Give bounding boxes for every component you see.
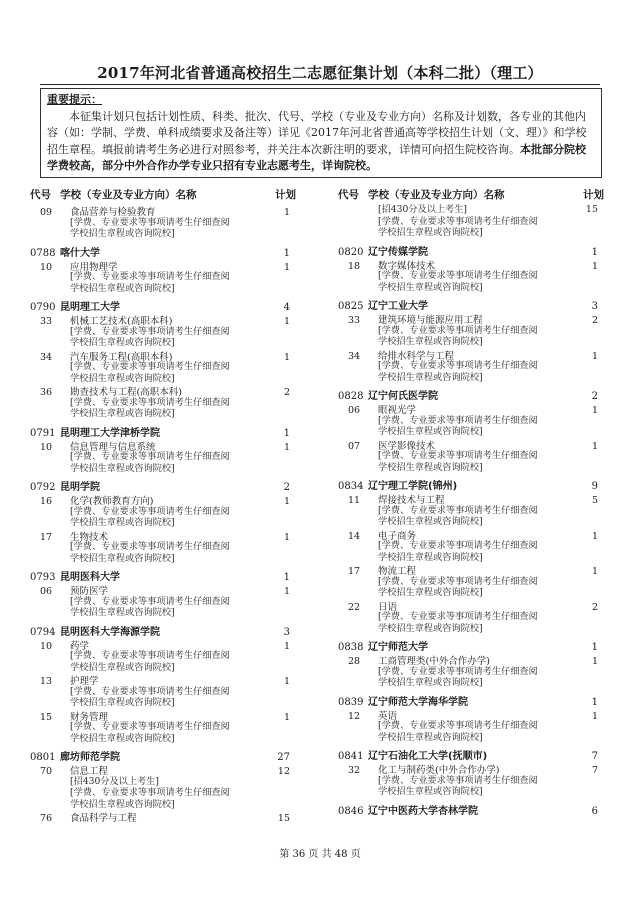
header-plan: 计划: [583, 188, 604, 201]
school-plan: 9: [591, 481, 598, 492]
major-note: [338, 505, 608, 528]
school-row: [338, 243, 608, 258]
school-row: [338, 693, 608, 708]
school-row: [338, 638, 608, 653]
note-line: 学校招生章程或咨询院校]: [378, 227, 483, 238]
school-code: 0846: [338, 805, 364, 817]
note-line: 学校招生章程或咨询院校]: [70, 408, 175, 419]
note-line: 学校招生章程或咨询院校]: [378, 786, 483, 797]
major-plan: 1: [283, 316, 290, 327]
major-name: 英语: [378, 710, 398, 722]
major-note: [338, 360, 608, 383]
major-row: [30, 673, 300, 686]
school-row: [338, 802, 608, 817]
school-code: 0794: [30, 626, 56, 638]
major-code: 07: [348, 440, 361, 452]
note-line: [学费、专业要求等事项请考生仔细查阅: [378, 360, 538, 371]
school-code: 0834: [338, 481, 364, 492]
major-plan: 15: [277, 813, 290, 824]
school-name: 辽宁理工学院(锦州): [368, 481, 458, 492]
major-name: 汽车服务工程(高职本科): [70, 351, 173, 363]
major-name: 化工与制药类(中外合作办学): [378, 765, 500, 776]
major-plan: 1: [591, 440, 598, 452]
note-line: [学费、专业要求等事项请考生仔细查阅: [70, 271, 230, 282]
major-plan: 1: [283, 711, 290, 723]
major-code: 12: [348, 710, 361, 722]
school-plan: 27: [277, 752, 290, 763]
major-code: 10: [40, 261, 53, 273]
major-note: [30, 721, 300, 744]
major-row: [30, 313, 300, 326]
school-name: 辽宁师范大学: [368, 642, 428, 653]
school-row: [338, 297, 608, 312]
note-line: 学校招生章程或咨询院校]: [70, 798, 175, 810]
major-note: [338, 216, 608, 239]
school-plan: 1: [591, 246, 598, 258]
major-code: 33: [40, 316, 53, 327]
school-row: [30, 298, 300, 313]
school-plan: 4: [283, 302, 290, 313]
major-row: [30, 259, 300, 272]
note-line: [学费、专业要求等事项请考生仔细查阅: [70, 451, 230, 462]
major-name: 医学影像技术: [378, 440, 436, 452]
major-code: 17: [40, 531, 53, 543]
major-name: 机械工艺技术(高职本科): [70, 316, 173, 327]
school-name: 辽宁师范大学海华学院: [368, 696, 468, 708]
major-name: 化学(教师教育方向): [70, 496, 154, 507]
major-name: 应用物理学: [70, 261, 118, 273]
school-row: [338, 477, 608, 492]
major-name: 勘查技术与工程(高职本科): [70, 387, 182, 398]
notice-bold-text: 本批部分院校学费较高，部分中外合作办学专业只招有专业志愿考生，详询院校。: [47, 142, 586, 172]
title-rule: [40, 84, 600, 85]
major-plan: 12: [277, 766, 290, 777]
major-row: [30, 529, 300, 542]
major-note: [30, 361, 300, 384]
note-plan: 15: [585, 204, 598, 215]
major-note: [338, 775, 608, 798]
major-name: 建筑环境与能源应用工程: [378, 315, 483, 326]
school-row: [30, 244, 300, 259]
major-name: 食品科学与工程: [70, 813, 137, 824]
note-line: [学费、专业要求等事项请考生仔细查阅: [70, 325, 230, 337]
major-row: [338, 653, 608, 666]
school-code: 0839: [338, 696, 364, 708]
major-row: [30, 709, 300, 722]
major-name: 电子商务: [378, 530, 417, 542]
note-line: [学费、专业要求等事项请考生仔细查阅: [378, 414, 538, 426]
major-code: 76: [40, 813, 53, 824]
major-note: [338, 576, 608, 599]
major-row: [30, 583, 300, 596]
major-note: [338, 540, 608, 563]
major-row: [338, 528, 608, 541]
note-line: 学校招生章程或咨询院校]: [378, 551, 483, 563]
major-plan: 2: [283, 387, 290, 398]
note-line: 学校招生章程或咨询院校]: [70, 517, 175, 528]
major-note: [30, 326, 300, 349]
major-name: 数字媒体技术: [378, 260, 436, 272]
note-line-text: [招430分及以上考生]: [378, 204, 468, 215]
note-line: 学校招生章程或咨询院校]: [70, 282, 175, 294]
major-plan: 1: [591, 260, 598, 272]
major-code: 10: [40, 640, 53, 652]
note-line: 学校招生章程或咨询院校]: [378, 622, 483, 634]
major-plan: 1: [591, 350, 598, 362]
major-row: [338, 438, 608, 451]
major-plan: 2: [591, 601, 598, 613]
major-plan: 1: [283, 586, 290, 597]
note-line: 学校招生章程或咨询院校]: [378, 426, 483, 437]
school-code: 0828: [338, 391, 364, 402]
note-line: [学费、专业要求等事项请考生仔细查阅: [70, 685, 230, 697]
major-row: [30, 638, 300, 651]
school-row: [30, 568, 300, 583]
header-name: 学校（专业及专业方向）名称: [60, 188, 197, 201]
major-plan: 2: [591, 315, 598, 326]
school-plan: 1: [591, 696, 598, 708]
school-name: 昆明医科大学海源学院: [60, 626, 160, 638]
major-row: [338, 492, 608, 505]
note-line: [学费、专业要求等事项请考生仔细查阅: [378, 665, 538, 677]
school-plan: 2: [283, 482, 290, 493]
major-code: 09: [40, 207, 53, 218]
note-line: 学校招生章程或咨询院校]: [378, 371, 483, 383]
major-row: [30, 384, 300, 397]
major-row: [30, 439, 300, 452]
school-code: 0820: [338, 246, 364, 258]
major-note: [338, 611, 608, 634]
note-line: [学费、专业要求等事项请考生仔细查阅: [70, 216, 230, 228]
major-code: 06: [40, 586, 53, 597]
major-code: 33: [348, 315, 361, 326]
major-note: [30, 271, 300, 294]
major-name: 护理学: [70, 676, 99, 687]
note-line: 学校招生章程或咨询院校]: [378, 516, 483, 527]
school-row: [30, 748, 300, 763]
major-name: 焊接技术与工程: [378, 495, 445, 506]
major-code: 06: [348, 405, 361, 416]
school-code: 0825: [338, 301, 364, 312]
major-name: 生物技术: [70, 531, 109, 543]
major-plan: 1: [591, 710, 598, 722]
school-plan: 3: [591, 301, 598, 312]
major-name: 财务管理: [70, 711, 109, 723]
major-row: [30, 763, 300, 776]
major-note: [30, 650, 300, 673]
major-code: 28: [348, 656, 361, 667]
major-name: 物流工程: [378, 566, 417, 577]
note-line: [招430分及以上考生]: [70, 775, 160, 787]
note-line: [学费、专业要求等事项请考生仔细查阅: [378, 324, 538, 336]
major-plan: 1: [591, 530, 598, 542]
major-code: 15: [40, 711, 53, 723]
school-row: [30, 623, 300, 638]
major-note: [30, 451, 300, 474]
school-name: 昆明理工大学: [60, 302, 120, 313]
header-code: 代号: [30, 188, 51, 201]
note-line: 学校招生章程或咨询院校]: [70, 552, 175, 564]
note-line: [学费、专业要求等事项请考生仔细查阅: [70, 541, 230, 552]
major-plan: 1: [283, 261, 290, 273]
major-row: [338, 312, 608, 325]
school-code: 0838: [338, 642, 364, 653]
school-name: 廊坊师范学院: [60, 752, 120, 763]
school-name: 辽宁传媒学院: [368, 246, 428, 258]
school-code: 0788: [30, 247, 56, 259]
major-plan: 1: [591, 656, 598, 667]
major-row: [338, 402, 608, 415]
major-name: 眼视光学: [378, 405, 417, 416]
note-line: 学校招生章程或咨询院校]: [378, 587, 483, 598]
major-code: 14: [348, 530, 361, 542]
note-line: [学费、专业要求等事项请考生仔细查阅: [378, 720, 538, 731]
major-code: 70: [40, 766, 53, 777]
note-line: [学费、专业要求等事项请考生仔细查阅: [70, 787, 230, 798]
column-header-right: [338, 184, 608, 204]
major-name: 预防医学: [70, 586, 109, 597]
note-line: 学校招生章程或咨询院校]: [70, 697, 175, 708]
note-line: [学费、专业要求等事项请考生仔细查阅: [378, 774, 538, 786]
note-line: 学校招生章程或咨询院校]: [378, 677, 483, 688]
major-name: 信息工程: [70, 766, 109, 777]
major-note: [338, 204, 608, 216]
note-line: 学校招生章程或咨询院校]: [70, 732, 175, 744]
page-footer: 第 36 页 共 48 页: [279, 849, 361, 860]
major-code: 34: [348, 350, 361, 362]
major-code: 36: [40, 387, 53, 398]
major-note: [338, 450, 608, 473]
notice-body-text: 本征集计划只包括计划性质、科类、批次、代号、学校（专业及专业方向）名称及计划数，各专业的其他内容（如：学制、学费、单科成绩要求及备注等）详见《2017年河北省普通高等学校招生计划（文、理）》和学校招生章程。填报前请考生务必进行对照参考，并关注本次新注明的要求，详情可向招生院校咨询。: [47, 109, 587, 156]
note-line: [学费、专业要求等事项请考生仔细查阅: [70, 595, 230, 607]
school-row: [30, 478, 300, 493]
note-line: [学费、专业要求等事项请考生仔细查阅: [70, 650, 230, 661]
major-note: [30, 506, 300, 529]
major-code: 22: [348, 601, 361, 613]
major-plan: 1: [283, 531, 290, 543]
rows-left: [30, 204, 300, 823]
major-note: [30, 596, 300, 619]
major-name: 药学: [70, 640, 90, 652]
school-name: 昆明理工大学津桥学院: [60, 427, 160, 439]
school-name: 辽宁何氏医学院: [368, 391, 438, 402]
note-line: [学费、专业要求等事项请考生仔细查阅: [378, 575, 538, 587]
note-line: 学校招生章程或咨询院校]: [70, 462, 175, 474]
major-plan: 1: [283, 676, 290, 687]
school-code: 0791: [30, 427, 56, 439]
note-line: [学费、专业要求等事项请考生仔细查阅: [378, 450, 538, 461]
school-code: 0841: [338, 751, 364, 762]
note-line: 学校招生章程或咨询院校]: [378, 461, 483, 473]
major-row: [30, 204, 300, 217]
major-code: 34: [40, 351, 53, 363]
note-line: [学费、专业要求等事项请考生仔细查阅: [70, 505, 230, 517]
major-row: [30, 349, 300, 362]
school-row: [338, 747, 608, 762]
school-code: 0790: [30, 302, 56, 313]
school-plan: 1: [283, 572, 290, 583]
school-row: [338, 387, 608, 402]
note-line: [学费、专业要求等事项请考生仔细查阅: [378, 270, 538, 281]
note-line: [学费、专业要求等事项请考生仔细查阅: [378, 540, 538, 551]
major-row: [338, 258, 608, 271]
note-line: 学校招生章程或咨询院校]: [70, 228, 175, 239]
major-code: 11: [348, 495, 361, 506]
major-row: [338, 563, 608, 576]
note-line: [学费、专业要求等事项请考生仔细查阅: [70, 396, 230, 408]
note-line: [378, 204, 608, 216]
major-row: [30, 810, 300, 823]
header-plan: 计划: [275, 188, 296, 201]
note-line: [学费、专业要求等事项请考生仔细查阅: [378, 611, 538, 622]
note-line: [学费、专业要求等事项请考生仔细查阅: [378, 215, 538, 227]
note-line: [学费、专业要求等事项请考生仔细查阅: [70, 361, 230, 372]
header-code: 代号: [338, 188, 359, 201]
major-plan: 5: [591, 495, 598, 506]
major-code: 18: [348, 260, 361, 272]
school-plan: 7: [591, 751, 598, 762]
major-plan: 1: [283, 351, 290, 363]
note-line: 学校招生章程或咨询院校]: [70, 607, 175, 618]
school-plan: 2: [591, 391, 598, 402]
major-plan: 1: [591, 405, 598, 416]
major-name: 日语: [378, 601, 398, 613]
major-code: 10: [40, 441, 53, 453]
school-name: 辽宁石油化工大学(抚顺市): [368, 751, 488, 762]
note-line: 学校招生章程或咨询院校]: [70, 661, 175, 673]
major-note: [338, 666, 608, 689]
major-code: 32: [348, 765, 361, 776]
note-line: 学校招生章程或咨询院校]: [70, 337, 175, 348]
major-note: [338, 720, 608, 743]
major-name: 工商管理类(中外合作办学): [378, 656, 490, 667]
major-name: 信息管理与信息系统: [70, 441, 156, 453]
school-plan: 6: [591, 805, 598, 817]
rows-right: [338, 204, 608, 817]
school-name: 昆明学院: [60, 482, 100, 493]
note-line: 学校招生章程或咨询院校]: [378, 336, 483, 347]
major-row: [30, 493, 300, 506]
school-plan: 1: [591, 642, 598, 653]
note-line: [学费、专业要求等事项请考生仔细查阅: [70, 721, 230, 732]
school-name: 辽宁中医药大学杏林学院: [368, 805, 478, 817]
major-note: [338, 270, 608, 293]
major-note: [30, 397, 300, 420]
school-name: 喀什大学: [60, 247, 100, 259]
major-name: 食品营养与检验教育: [70, 207, 156, 218]
major-note: [30, 217, 300, 240]
major-code: 13: [40, 676, 53, 687]
major-note: [30, 776, 300, 811]
notice-box: [40, 88, 602, 178]
school-code: 0792: [30, 482, 56, 493]
note-line: 学校招生章程或咨询院校]: [70, 372, 175, 384]
major-code: 17: [348, 566, 361, 577]
page-title: 2017年河北省普通高校招生二志愿征集计划（本科二批）（理工）: [97, 64, 543, 82]
school-row: [30, 424, 300, 439]
major-plan: 1: [283, 640, 290, 652]
major-plan: 1: [283, 441, 290, 453]
major-row: [338, 348, 608, 361]
major-code: 16: [40, 496, 53, 507]
school-plan: 1: [283, 247, 290, 259]
major-note: [338, 415, 608, 438]
major-row: [338, 762, 608, 775]
major-note: [338, 325, 608, 348]
column-right: [338, 184, 608, 817]
school-name: 辽宁工业大学: [368, 301, 428, 312]
note-line: 学校招生章程或咨询院校]: [378, 281, 483, 293]
major-plan: 1: [283, 207, 290, 218]
major-note: [30, 686, 300, 709]
major-note: [30, 541, 300, 564]
major-plan: 7: [591, 765, 598, 776]
notice-body: [47, 109, 595, 175]
major-name: 给排水科学与工程: [378, 350, 455, 362]
school-plan: 1: [283, 427, 290, 439]
note-line: [学费、专业要求等事项请考生仔细查阅: [378, 504, 538, 516]
column-left: [30, 184, 300, 823]
column-header-left: [30, 184, 300, 204]
major-plan: 1: [283, 496, 290, 507]
major-plan: 1: [591, 566, 598, 577]
school-plan: 3: [283, 626, 290, 638]
major-row: [338, 708, 608, 721]
header-name: 学校（专业及专业方向）名称: [368, 188, 505, 201]
school-code: 0801: [30, 752, 56, 763]
school-name: 昆明医科大学: [60, 572, 120, 583]
school-code: 0793: [30, 572, 56, 583]
notice-heading: 重要提示：: [47, 93, 102, 106]
major-row: [338, 599, 608, 612]
note-line: 学校招生章程或咨询院校]: [378, 731, 483, 743]
